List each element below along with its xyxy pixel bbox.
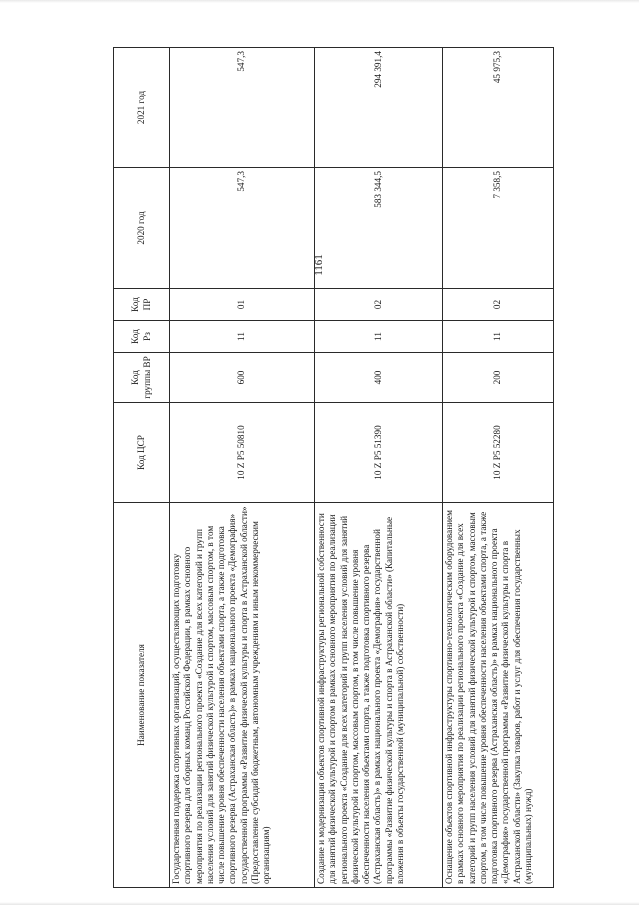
row-vr-code: 600 [170, 353, 315, 403]
header-name: Наименование показателя [114, 503, 170, 888]
header-pr: Код ПР [114, 289, 170, 321]
row-pr-code: 02 [443, 289, 554, 321]
header-vr: Код группы ВР [114, 353, 170, 403]
rotated-table-container [113, 48, 553, 888]
row-value-2021: 294 391,4 [315, 48, 443, 168]
budget-table [113, 47, 554, 888]
header-2020: 2020 год [114, 168, 170, 289]
row-vr-code: 200 [443, 353, 554, 403]
row-rz-code: 11 [443, 321, 554, 353]
row-csr-code: 10 Z P5 50810 [170, 403, 315, 503]
row-name: Создание и модернизация объектов спортивной инфраструктуры региональной собственности для занятий физической культурой и спортом в рамках основного мероприятия по реализации регионального проекта «Создание для всех категорий и групп населения условий для занятий физической культурой и спортом, массовым спортом, в том числе повышение уровня обеспеченности населения объектами спорта, а также подготовка спортивного резерва (Астраханская область)» в рамках национального проекта «Демография» государственной программы «Развитие физической культуры и спорта в Астраханской области» (Капитальные вложения в объекты государственной (муниципальной) собственности) [315, 503, 443, 888]
row-csr-code: 10 Z P5 51390 [315, 403, 443, 503]
table-row [315, 48, 443, 888]
header-csr: Код ЦСР [114, 403, 170, 503]
row-value-2020: 7 358,5 [443, 168, 554, 289]
header-2021: 2021 год [114, 48, 170, 168]
page-number: 1161 [313, 254, 325, 276]
row-pr-code: 02 [315, 289, 443, 321]
table-row [443, 48, 554, 888]
row-name: Государственная поддержка спортивных организаций, осуществляющих подготовку спортивного резерва для сборных команд Российской Федерации, в рамках основного мероприятия по реализации регионального проекта «Создание для всех категорий и групп населения условий для занятий физической культурой и спортом, массовым спортом, в том числе повышение уровня обеспеченности населения объектами спорта, а также подготовка спортивного резерва (Астраханская область)» в рамках национального проекта «Демография» государственной программы «Развитие физической культуры и спорта в Астраханской области» (Предоставление субсидий бюджетным, автономным учреждениям и иным некоммерческим организациям) [170, 503, 315, 888]
row-rz-code: 11 [315, 321, 443, 353]
row-value-2020: 583 344,5 [315, 168, 443, 289]
table-row [170, 48, 315, 888]
row-vr-code: 400 [315, 353, 443, 403]
table-header-row [114, 48, 170, 888]
row-value-2020: 547,3 [170, 168, 315, 289]
scan-edge-top [0, 0, 639, 3]
row-pr-code: 01 [170, 289, 315, 321]
row-value-2021: 547,3 [170, 48, 315, 168]
row-csr-code: 10 Z P5 52280 [443, 403, 554, 503]
row-name: Оснащение объектов спортивной инфраструктуры спортивно-технологическим оборудованием в рамках основного мероприятия по реализации регионального проекта «Создание для всех категорий и групп населения условий для занятий физической культурой и спортом, массовым спортом, в том числе повышение уровня обеспеченности населения объектами спорта, а также подготовка спортивного резерва (Астраханская область)» в рамках национального проекта «Демография» государственной программы «Развитие физической культуры и спорта в Астраханской области» (Закупка товаров, работ и услуг для обеспечения государственных (муниципальных) нужд) [443, 503, 554, 888]
row-rz-code: 11 [170, 321, 315, 353]
row-value-2021: 45 975,3 [443, 48, 554, 168]
header-rz: Код Рз [114, 321, 170, 353]
